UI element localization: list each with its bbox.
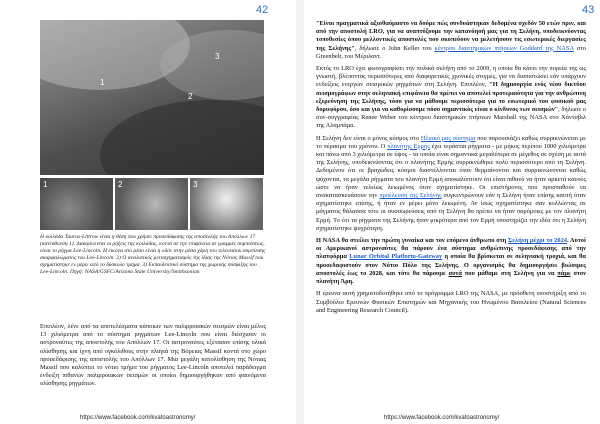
paragraph-5: Η έρευνα αυτή χρηματοδοτήθηκε από το πρόγραμμα LRO της NASA, με πρόσθετη υποστήριξη από το Συμβούλιο Ερευνών Φυσικών Επιστημών και Μηχανικής του Ηνωμένου Βασιλείου (Natural Sciences and Engineering Research Council).: [316, 290, 586, 314]
solar-system-link[interactable]: Ηλιακό μας σύστημα: [420, 134, 476, 142]
mercury-link[interactable]: πλανήτης Ερμής: [387, 142, 430, 150]
page-number-right: 43: [582, 4, 595, 16]
photo-caption: Η κοιλάδα Taurus-Littrow είναι η θέση που χρήσει προσεδάφισης της αποστολής του Απόλλων 17 (κατεύθυνση 1). Διακρίνονται οι ρήξεις της κοιλάδας, κοντά σε την επιφάνεια σε γραμμές συμπιέσεως, είναι το ρήγμα Lee-Lincoln. Η εικόνα στο μέσο είναι η οδόν στην μέσα χάρη του τελευταίου συμπίεσης σκαρφαλώματος του Lee-Lincoln. 2) Ο αναλυτικός μετασχηματισμός της ίδιας της Νότιας Massif που σχηματίστηκε εν μέρει από το δύσκολο τμήμα. 3) Εκπαιδευτικό σύστημα της χωρικής σύσφιξης του Lee-Lincoln. Πηγή: NASA/GSFC/Arizona State University/Smithsonian: [40, 234, 266, 275]
detail-photo-3: [190, 178, 263, 230]
detail-photo-3-label: 3: [193, 180, 198, 189]
moon-2024-link[interactable]: Σελήνη μέχρι το 2024: [508, 237, 567, 245]
photo-marker-2: 2: [188, 92, 193, 101]
lunar-valley-photo: [40, 20, 264, 175]
left-footer-link[interactable]: https://www.facebook.com/kvatoastronomy/: [80, 415, 196, 421]
right-body-text: [316, 20, 586, 319]
detail-photo-1: [40, 178, 113, 230]
photo-marker-1: 1: [100, 78, 105, 87]
photo-marker-3: 3: [215, 52, 220, 61]
gateway-link[interactable]: Lunar Orbital Platform-Gateway: [349, 253, 443, 261]
right-page: [304, 0, 600, 424]
right-footer-link[interactable]: https://www.facebook.com/kvatoastronomy/: [384, 415, 500, 421]
paragraph-3: Η Σελήνη δεν είναι ο μόνος κόσμος στο Ηλιακό μας σύστημα που παρουσιάζει καθώς συρρικνώνεται με το πέρασμα του χρόνου. Ο πλανήτης Ερμής έχει τεράστια ρήγματα - με μήκος περίπου 1000 χιλιόμετρα και πάνω από 3 χιλιόμετρα σε ύψος - τα οποία είναι σημαντικά μεγαλύτερα σε μέγεθος σε σχέση με αυτά της Σελήνης, υποδεικνύοντας ότι ο πλανήτης Ερμής συρρικνώθηκε πολύ περισσότερο από τη Σελήνη. Δεδομένου ότι οι βραχώδεις κόσμοι διαστέλλονται όταν θερμαίνονται και συρρικνώνονται καθώς ψύχονται, τα μεγάλα ρήγματα του πλανήτη Ερμή αποκαλύπτουν ότι είναι πιθανό να ήταν αρκετά καυτός ώστε να ήταν τελείως λειωμένος όταν σχηματίστηκε. Οι επιστήμονες που προσπαθούν να ανακατασκευάσουν την προέλευση της Σελήνης συγκεντρώνουν εάν η Σελήνη ήταν επίσης καυτή όταν σχηματίστηκε επίσης, ή ήταν εν μέρει μόνο λειωμένη. Αν ίσως σχηματίστηκε σαν κολλώντας σε μάγματος θάλασσα τότε οι συσσωρεύσεις από τη Σελήνη θα πρέπει να ήταν παρόμοιες με τον πλανήτη Ερμή. Το ότι τα ρήγματα της Σελήνης ήταν μικρότερα από τον Ερμή υποστηρίζει την ιδέα ότι η Σελήνη σχηματίστηκε ψυχρότερη.: [316, 134, 587, 232]
left-page: [0, 0, 296, 424]
paragraph-1: "Είναι πραγματικά αξιοθαύμαστο να δούμε πώς συνδυάστηκαν δεδομένα σχεδόν 50 ετών πριν, και από την αποστολή LRO, για να αναπτύξουμε την κατανόησή μας για τη Σελήνη, υποδεικνύοντας τοποθεσίες όπου μελλοντικές αποστολές που σκοπεύουν να μελετήσουν τις εσωτερικές διεργασίες της Σελήνης", δήλωσε ο John Keller του κέντρου διαστημικών πτήσεων Goddard της NASA στο Greenbelt, του Μέριλαντ.: [316, 20, 586, 60]
goddard-link[interactable]: κέντρου διαστημικών πτήσεων Goddard της NASA: [434, 44, 574, 52]
detail-photo-2-label: 2: [118, 180, 123, 189]
page-gutter: [296, 0, 304, 424]
detail-photo-2: [115, 178, 188, 230]
page-number-left: 42: [256, 4, 269, 16]
detail-photo-1-label: 1: [43, 180, 48, 189]
left-body-text: Επιπλέον, λένε από τα αποτελέσματα κάποιων των παλιρροιακών σεισμών είναι μέλος 13 χιλιόμετρα από το σύστημα ρηγμάτων Lee-Lincoln που είναι διέσχισαν οι αστροναύτες της αποστολής του Απόλλων 17. Οι αστροναύτες εξέτασαν επίσης υλικά ολίσθησης και ίχνη από ογκόλιθους στην πλαγιά της Βόρειας Massif κοντά στο χώρο προσεδάφισης της αποστολής του Απόλλων 17. Μια μεγάλη κατολίσθηση της Νότιας Massif που καλύπτει το νότιο τμήμα του ρήγματος Lee-Lincoln αποτελεί παράδειγμα ένδειξη πιθανών παλιρροιακών σεισμών οι οποίοι δημιουργήθηκαν από φαινόμενα ολίσθησης ρηγμάτων.: [40, 323, 266, 388]
paragraph-2: Εκτός το LRO έχει φωτογραφίσει την πολικά σελήνη από το 2009, η οποία θα κάνει την πορεία της ως γνωστή, βλέποντας περισσότερες από διαφορετικές χρονικές στιγμές, για να διαπιστώσει εάν υπάρχουν ενδείξεις ενεργών σεισμικών ρηγμάτων στη Σελήνη. Επιπλέον, "Η δημιουργία ενός νέου δικτύου σεισμογράφων στην σεληνιακή επιφάνεια θα πρέπει να αποτελεί προτεραιότητα για την ανθρώπινη εξερεύνηση της Σελήνης, τόσο για να μάθουμε περισσότερα για το εσωτερικό του φυσικού μας δορυφόρου, όσο και για να καθορίσουμε πόσο σημαντικός είναι ο κίνδυνος των σεισμών", δήλωσε ο συν-συγγραφέας Renee Weber του κέντρου διαστημικών πτήσεων Marshall της NASA στο Χάντσβιλ της Αλαμπάμα.: [316, 65, 587, 130]
paragraph-4: Η NASA θα στείλει την πρώτη γυναίκα και τον επόμενο άνθρωπο στη Σελήνη μέχρι το 2024. Αυτοί οι Αμερικανοί αστροναύτες θα πάρουν ένα σύστημα ανθρώπινης προσεδάφισης από την πλατφόρμα Lunar Orbital Platform-Gateway η οποία θα βρίσκεται σε σεληνιακή τροχιά, και θα προσεδαφιστούν στον Νότιο Πόλο της Σελήνης. Ο οργανισμός θα δημιουργήσει βιώσιμες αποστολές έως το 2028, και τότε θα πάρουμε αυτά που μάθαμε στη Σελήνη για να πάμε στον πλανήτη Άρη.: [316, 237, 586, 286]
moon-origin-link[interactable]: προέλευση της Σελήνης: [379, 192, 442, 200]
